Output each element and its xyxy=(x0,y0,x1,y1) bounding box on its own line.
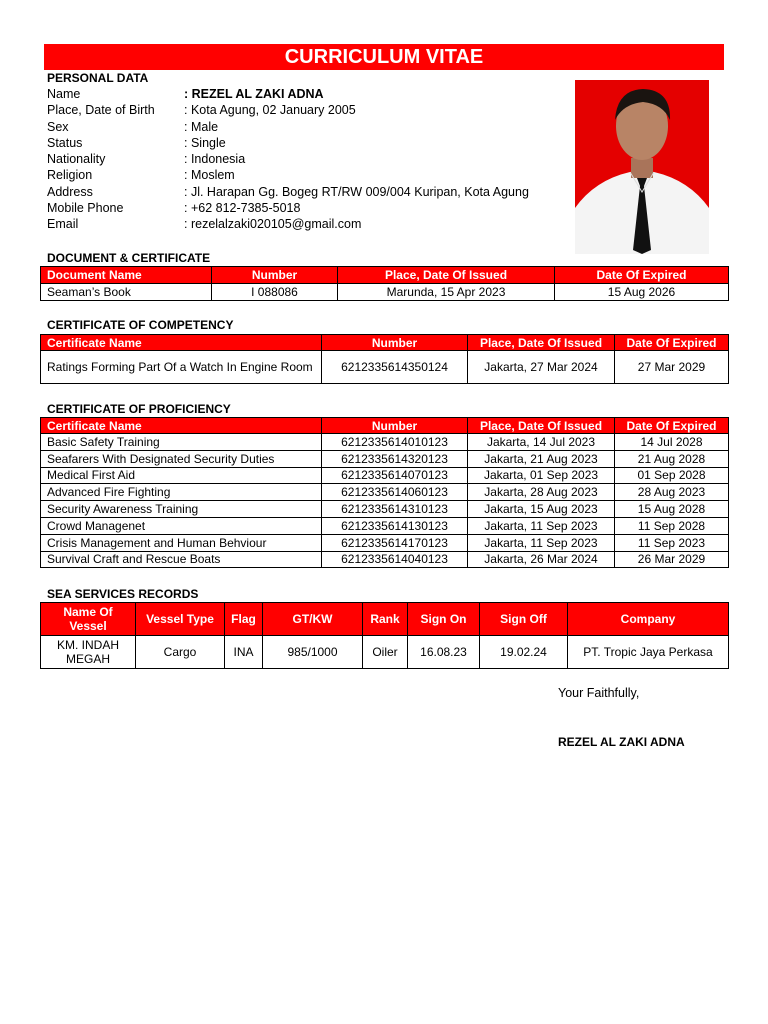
column-header: Name Of Vessel xyxy=(41,603,136,636)
profile-photo xyxy=(575,80,709,254)
table-cell: 15 Aug 2026 xyxy=(555,284,729,301)
column-header: Flag xyxy=(225,603,263,636)
table-cell: 6212335614350124 xyxy=(322,351,468,384)
personal-row-name: Name: REZEL AL ZAKI ADNA xyxy=(47,86,529,102)
column-header: Place, Date Of Issued xyxy=(468,418,615,434)
personal-row-nationality: Nationality: Indonesia xyxy=(47,151,529,167)
sea-services-heading: SEA SERVICES RECORDS xyxy=(47,587,199,601)
column-header: Sign On xyxy=(408,603,480,636)
table-header-row xyxy=(41,418,729,434)
proficiency-table xyxy=(40,417,729,568)
sea-services-table xyxy=(40,602,729,669)
signatory-name: REZEL AL ZAKI ADNA xyxy=(558,735,685,749)
personal-data-heading: PERSONAL DATA xyxy=(47,71,149,85)
personal-data-list xyxy=(47,86,529,233)
table-header-row xyxy=(41,603,729,636)
personal-row-birth: Place, Date of Birth: Kota Agung, 02 January 2005 xyxy=(47,102,529,118)
column-header: Number xyxy=(322,418,468,434)
table-cell: Seaman’s Book xyxy=(41,284,212,301)
table-row xyxy=(41,284,729,301)
column-header: Sign Off xyxy=(480,603,568,636)
document-table xyxy=(40,266,729,301)
table-cell: I 088086 xyxy=(212,284,338,301)
closing-greeting: Your Faithfully, xyxy=(558,686,640,700)
column-header: Date Of Expired xyxy=(555,267,729,284)
column-header: Number xyxy=(212,267,338,284)
column-header: Document Name xyxy=(41,267,212,284)
table-row: Survival Craft and Rescue Boats 6212335614040123 Jakarta, 26 Mar 2024 26 Mar 2029 xyxy=(41,551,729,568)
table-header-row xyxy=(41,267,729,284)
column-header: Date Of Expired xyxy=(615,335,729,351)
profile-photo-illustration xyxy=(575,80,709,254)
column-header: Place, Date Of Issued xyxy=(468,335,615,351)
personal-row-email: Email: rezelalzaki020105@gmail.com xyxy=(47,216,529,232)
table-row: Medical First Aid 6212335614070123 Jakarta, 01 Sep 2023 01 Sep 2028 xyxy=(41,467,729,484)
column-header: Number xyxy=(322,335,468,351)
competency-heading: CERTIFICATE OF COMPETENCY xyxy=(47,318,234,332)
table-row xyxy=(41,351,729,384)
table-row: Security Awareness Training 6212335614310123 Jakarta, 15 Aug 2023 15 Aug 2028 xyxy=(41,501,729,518)
column-header: Vessel Type xyxy=(136,603,225,636)
table-header-row xyxy=(41,335,729,351)
personal-row-address: Address: Jl. Harapan Gg. Bogeg RT/RW 009/004 Kuripan, Kota Agung xyxy=(47,184,529,200)
column-header: Rank xyxy=(363,603,408,636)
table-row: Basic Safety Training 6212335614010123 Jakarta, 14 Jul 2023 14 Jul 2028 xyxy=(41,434,729,451)
table-cell: 27 Mar 2029 xyxy=(615,351,729,384)
cv-title: CURRICULUM VITAE xyxy=(44,44,724,70)
column-header: Certificate Name xyxy=(41,335,322,351)
table-row: KM. INDAH MEGAH Cargo INA 985/1000 Oiler 16.08.23 19.02.24 PT. Tropic Jaya Perkasa xyxy=(41,636,729,669)
table-cell: Ratings Forming Part Of a Watch In Engine Room xyxy=(41,351,322,384)
competency-table xyxy=(40,334,729,384)
personal-row-religion: Religion: Moslem xyxy=(47,167,529,183)
column-header: Place, Date Of Issued xyxy=(338,267,555,284)
document-certificate-heading: DOCUMENT & CERTIFICATE xyxy=(47,251,211,265)
column-header: GT/KW xyxy=(263,603,363,636)
personal-row-status: Status: Single xyxy=(47,135,529,151)
column-header: Date Of Expired xyxy=(615,418,729,434)
table-cell: Marunda, 15 Apr 2023 xyxy=(338,284,555,301)
column-header: Certificate Name xyxy=(41,418,322,434)
personal-row-phone: Mobile Phone: +62 812-7385-5018 xyxy=(47,200,529,216)
table-row: Crisis Management and Human Behviour 6212335614170123 Jakarta, 11 Sep 2023 11 Sep 2023 xyxy=(41,534,729,551)
proficiency-heading: CERTIFICATE OF PROFICIENCY xyxy=(47,402,231,416)
personal-row-sex: Sex: Male xyxy=(47,119,529,135)
table-row: Crowd Managenet 6212335614130123 Jakarta, 11 Sep 2023 11 Sep 2028 xyxy=(41,517,729,534)
table-row: Seafarers With Designated Security Duties 6212335614320123 Jakarta, 21 Aug 2023 21 Aug 2028 xyxy=(41,450,729,467)
table-row: Advanced Fire Fighting 6212335614060123 Jakarta, 28 Aug 2023 28 Aug 2023 xyxy=(41,484,729,501)
table-cell: Jakarta, 27 Mar 2024 xyxy=(468,351,615,384)
column-header: Company xyxy=(568,603,729,636)
